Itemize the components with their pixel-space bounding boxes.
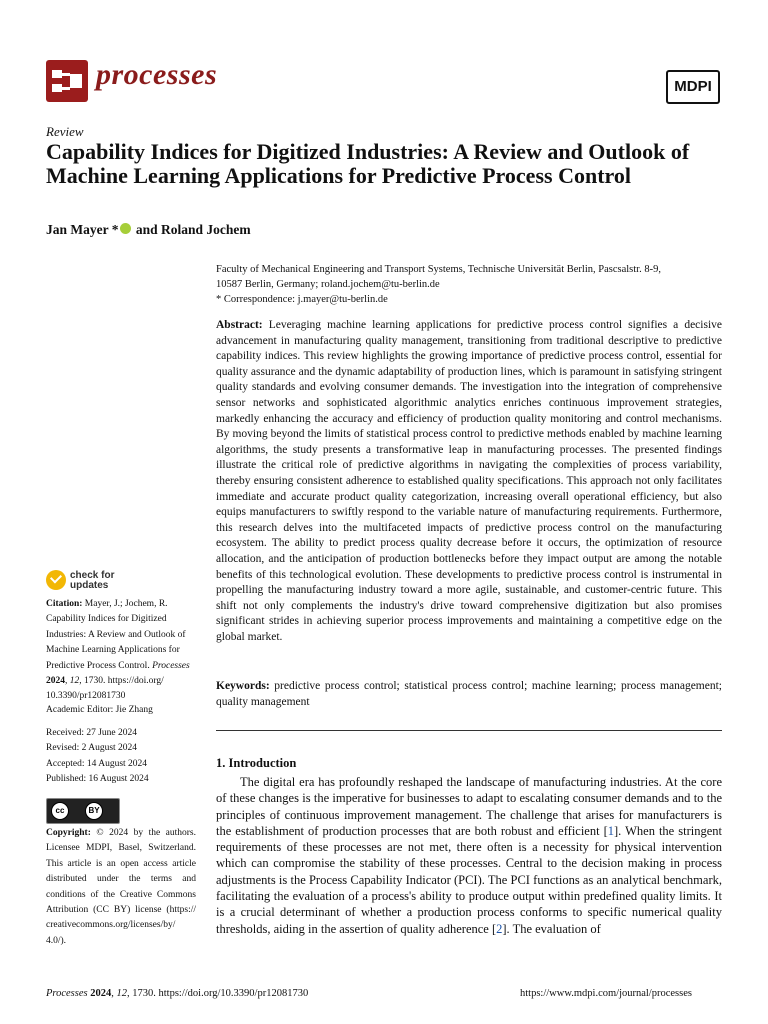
academic-editor: Academic Editor: Jie Zhang — [46, 705, 153, 715]
paragraph-text: ]. The evaluation of — [502, 921, 601, 936]
paragraph-text: The digital era has profoundly reshaped the landscape of manufacturing industries. At the core of these changes is the imperative for businesses to adapt to escalating consumer demands and to the principles of continuous improvement management. The challenge that arises for manufacturers is the establishment of production processes that are both robust and efficient [ — [216, 775, 722, 838]
reference-link[interactable]: 2 — [496, 921, 503, 936]
date-published: Published: 16 August 2024 — [46, 774, 149, 785]
author-name[interactable]: Jan Mayer * — [46, 222, 119, 237]
date-accepted: Accepted: 14 August 2024 — [46, 758, 148, 769]
citation-journal: Processes — [152, 660, 190, 671]
citation-volume: 12 — [69, 676, 80, 687]
paragraph-text: ]. When the stringent requirements of these processes are not met, there often is a necessity for physical intervention which can compromise the stability of these processes. Central to the decision making in process adjustments is the Process Capability Indicator (PCI). The PCI functions as an analytical benchmark, facilitating the evaluation of a process's ability to produce output within predefined quality limits. It is a crucial determinant of whether a production process conforms to specific numerical quality thresholds, aiding in the assertion of quality adherence [ — [216, 823, 722, 936]
article-title: Capability Indices for Digitized Industries: A Review and Outlook of Machine Learning Applications for Predictive Process Control — [46, 139, 690, 188]
article-type: Review — [46, 124, 84, 139]
date-received: Received: 27 June 2024 — [46, 728, 138, 738]
section-divider — [216, 730, 722, 731]
footer-citation: Processes 2024, 12, 1730. https://doi.org/10.3390/pr12081730 — [46, 988, 309, 999]
author-list — [46, 222, 251, 238]
footer-volume: 12 — [116, 988, 127, 999]
citation-doi[interactable]: , 1730. https://doi.org/ 10.3390/pr12081730 — [46, 676, 164, 702]
abstract — [216, 318, 722, 645]
affiliation — [216, 262, 716, 307]
affiliation-line: Faculty of Mechanical Engineering and Transport Systems, Technische Universität Berlin, Pascsalstr. 8-9, — [216, 264, 661, 275]
by-icon: BY — [85, 802, 103, 820]
citation-label: Citation: — [46, 599, 83, 609]
section-heading: 1. Introduction — [216, 756, 297, 770]
citation-year: 2024 — [46, 676, 65, 687]
processes-journal-icon — [46, 60, 88, 102]
check-for-updates-icon[interactable] — [46, 570, 66, 590]
keywords-label: Keywords: — [216, 680, 270, 692]
publication-dates — [46, 726, 196, 788]
author-name[interactable]: and Roland Jochem — [135, 222, 251, 237]
affiliation-line: 10587 Berlin, Germany; roland.jochem@tu-berlin.de — [216, 279, 440, 290]
cc-icon: cc — [51, 802, 69, 820]
journal-name: processes — [96, 58, 218, 91]
footer-journal: Processes — [46, 988, 88, 999]
copyright-block — [46, 826, 196, 949]
reference-link[interactable]: 1 — [607, 823, 615, 838]
abstract-text: Leveraging machine learning applications for predictive process control signifies a decisive advancement in manufacturing quality management, transitioning from traditional descriptive to predictive capability indices. This review highlights the growing importance of predictive process control, essential for quality assurance and the dynamic adaptability of production lines, which is paramount in satisfying stringent quality standards and evolving consumer demands. The investigation into the integration of comprehensive sensor networks and sophisticated algorithmic analytics enriches continuous improvement strategies, markedly enhancing the accuracy and efficiency of production quality monitoring and control mechanisms. By moving beyond the limits of statistical process control to predictive methods enabled by machine learning algorithms, the study presents a transformative leap in manufacturing processes. The presented findings illustrate the critical role of predictive algorithms in navigating the complexities of process variability, thereby ensuring consistent adherence to established quality specifications. This approach not only facilitates immediate and accurate product quality categorization, increasing overall operational efficiency, but also equips manufacturers to swiftly respond to the variable nature of manufacturing requirements. Furthermore, this research delves into the multifaceted impacts of predictive process control on the manufacturing ecosystem. The ability to predict process quality decrease before it occurs, the optimization of resource allocation, and the anticipation of production bottlenecks before they impact output are among the notable benefits of this technological evolution. These developments to predictive process control is instrumental in propelling the manufacturing industry toward a more agile, sustainable, and customer-centric future. This shift not only complements the industry's drive toward comprehensive digitization but also promises significant strides in achieving superior process improvements and maintaining a competitive edge on the global market. — [216, 319, 723, 643]
introduction-paragraph — [216, 774, 722, 937]
keywords-text: predictive process control; statistical process control; machine learning; process management; quality management — [216, 680, 722, 708]
copyright-label: Copyright: — [46, 828, 91, 838]
citation-block: Citation: Mayer, J.; Jochem, R. Capability Indices for Digitized Industries: A Review and Outlook of Machine Learning Applications for Predictive Process Control. Processes 2024, 12, 1730. https://doi.org/ 10.3390/pr12081730 — [46, 599, 190, 702]
footer-year: 2024 — [90, 988, 112, 999]
footer-journal-url[interactable]: https://www.mdpi.com/journal/processes — [520, 988, 692, 999]
check-for-updates-label[interactable] — [70, 571, 114, 591]
keywords — [216, 679, 722, 710]
copyright-text: © 2024 by the authors. Licensee MDPI, Basel, Switzerland. This article is an open access article distributed under the terms and conditions of the Creative Commons Attribution (CC BY) license (https:// creativecommons.org/licenses/by/ 4.0/). — [46, 828, 197, 946]
citation-text: Mayer, J.; Jochem, R. Capability Indices for Digitized Industries: A Review and Outlook of Machine Learning Applications for Predictive Process Control. — [46, 599, 186, 671]
footer-doi[interactable]: , 1730. https://doi.org/10.3390/pr12081730 — [126, 988, 309, 999]
date-revised: Revised: 2 August 2024 — [46, 743, 138, 754]
check-line: check for — [70, 570, 115, 581]
orcid-icon[interactable] — [120, 223, 131, 234]
abstract-label: Abstract: — [216, 319, 263, 331]
cc-by-license-badge[interactable] — [46, 798, 120, 824]
correspondence: * Correspondence: j.mayer@tu-berlin.de — [216, 294, 388, 305]
mdpi-logo: MDPI — [666, 70, 720, 104]
check-line: updates — [70, 580, 109, 591]
